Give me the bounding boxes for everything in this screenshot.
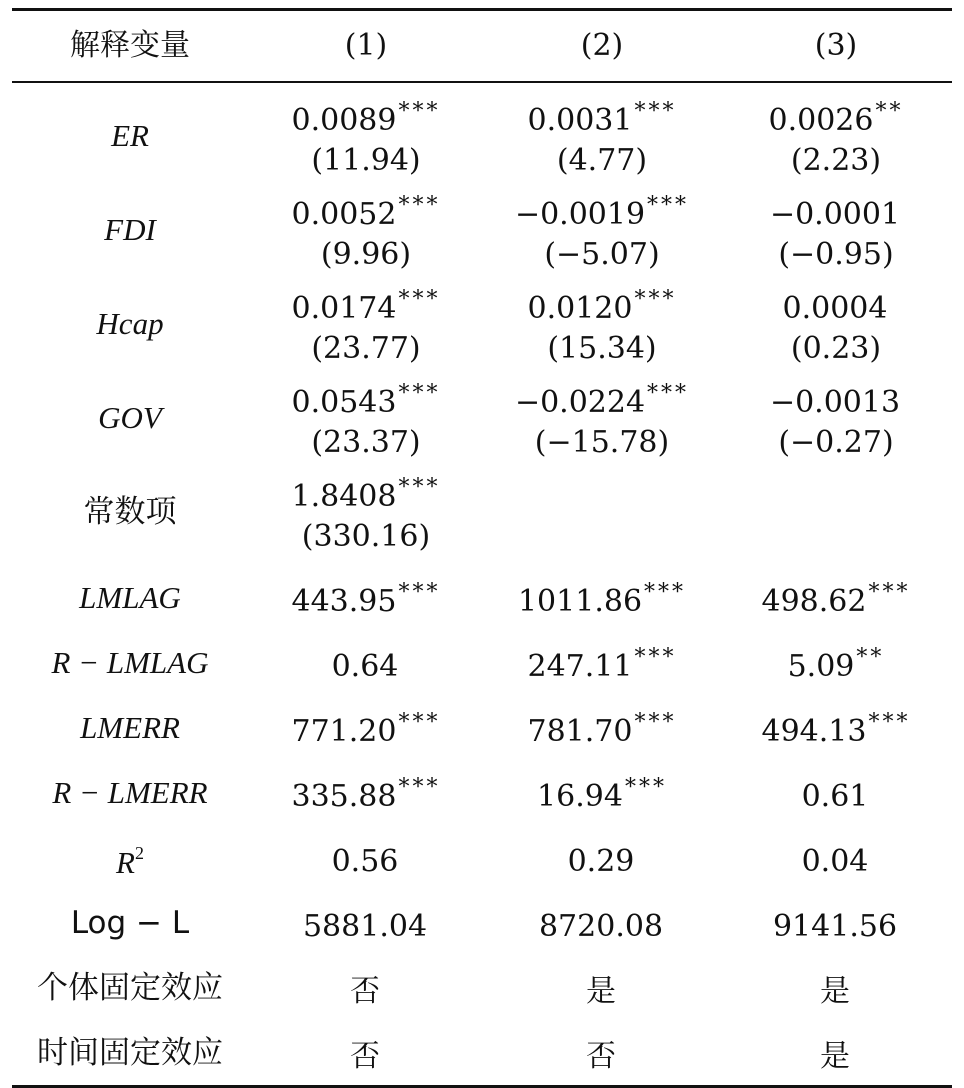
statistic-label-text: LMERR — [80, 709, 180, 745]
statistic-label — [12, 559, 248, 630]
significance-stars: *** — [634, 645, 677, 670]
cell-c3 — [720, 465, 952, 559]
coefficient-row — [12, 277, 952, 371]
significance-stars: *** — [634, 98, 677, 124]
coefficient-value — [720, 374, 952, 423]
significance-stars: *** — [398, 286, 441, 312]
cell-c2 — [484, 630, 720, 695]
coefficient-number: 0.0004 — [782, 290, 888, 326]
results-table — [12, 11, 952, 81]
coefficient-number: 0.0120 — [527, 290, 633, 326]
significance-stars: *** — [398, 775, 441, 800]
coefficient-row — [12, 371, 952, 465]
coefficient-number: 0.0174 — [291, 290, 397, 326]
cell-c3 — [720, 559, 952, 630]
statistic-value: 771.20 — [291, 714, 397, 749]
cell-c2 — [484, 955, 720, 1020]
statistic-value: 0.29 — [567, 844, 635, 879]
cell-c2 — [484, 371, 720, 465]
statistic-value: 443.95 — [291, 584, 397, 619]
statistic-value: 否 — [350, 974, 380, 1009]
statistic-label — [12, 1020, 248, 1085]
t-statistic: (4.77) — [556, 142, 648, 178]
statistic-label-text: Log − L — [70, 904, 190, 941]
coefficient-value — [484, 280, 720, 329]
cell-c3 — [720, 695, 952, 760]
t-statistic: (2.23) — [790, 142, 882, 178]
cell-c1 — [248, 630, 484, 695]
statistic-row — [12, 760, 952, 825]
significance-stars: *** — [398, 192, 441, 218]
header-model-3: (3) — [814, 28, 858, 63]
coefficient-value — [248, 374, 484, 423]
cell-c3 — [720, 630, 952, 695]
statistic-label — [12, 630, 248, 695]
regression-table — [12, 8, 952, 1088]
significance-stars: ** — [875, 98, 904, 124]
significance-stars: *** — [398, 380, 441, 406]
statistic-value: 9141.56 — [772, 909, 898, 944]
statistic-value: 否 — [350, 1039, 380, 1074]
significance-stars: ** — [856, 645, 885, 670]
statistic-value: 247.11 — [527, 649, 633, 684]
cell-c3 — [720, 277, 952, 371]
cell-c2 — [484, 559, 720, 630]
statistic-row — [12, 630, 952, 695]
header-model-1: (1) — [344, 28, 388, 63]
statistic-value: 0.61 — [801, 779, 869, 814]
coefficient-value — [248, 468, 484, 517]
coefficient-value — [484, 186, 720, 235]
cell-c1 — [248, 277, 484, 371]
t-statistic: (−0.27) — [778, 424, 894, 460]
coefficient-number: 0.0026 — [768, 102, 874, 138]
variable-label: ER — [111, 118, 149, 153]
statistic-label-text: R — [116, 844, 135, 880]
cell-c1 — [248, 1020, 484, 1085]
statistic-value: 是 — [586, 974, 616, 1009]
significance-stars: *** — [398, 98, 441, 124]
coefficient-value — [248, 92, 484, 141]
significance-stars: *** — [398, 474, 441, 500]
statistic-value: 498.62 — [761, 584, 867, 619]
coefficient-row — [12, 465, 952, 559]
cell-c1 — [248, 83, 484, 183]
cell-c1 — [248, 825, 484, 890]
coefficient-number: −0.0224 — [514, 384, 646, 420]
coefficient-number: −0.0013 — [769, 384, 901, 420]
cell-c3 — [720, 825, 952, 890]
statistic-label-text: R − LMERR — [52, 774, 208, 810]
statistic-label — [12, 955, 248, 1020]
statistic-value: 5.09 — [787, 649, 855, 684]
coefficient-value — [484, 488, 720, 537]
cell-c2 — [484, 695, 720, 760]
statistic-row — [12, 559, 952, 630]
header-variable: 解释变量 — [70, 28, 190, 63]
coefficient-row — [12, 83, 952, 183]
cell-c2 — [484, 1020, 720, 1085]
coefficient-value — [484, 92, 720, 141]
variable-label: GOV — [98, 400, 162, 435]
cell-c1 — [248, 695, 484, 760]
statistic-value: 8720.08 — [538, 909, 664, 944]
statistic-value: 是 — [820, 1039, 850, 1074]
variable-label: 常数项 — [83, 494, 177, 530]
statistic-label — [12, 695, 248, 760]
t-statistic: (−15.78) — [534, 424, 670, 460]
statistic-row — [12, 890, 952, 955]
header-row — [12, 11, 952, 81]
statistic-value: 5881.04 — [302, 909, 428, 944]
cell-c3 — [720, 371, 952, 465]
cell-c3 — [720, 83, 952, 183]
t-statistic: (−5.07) — [544, 236, 660, 272]
statistic-value: 否 — [586, 1039, 616, 1074]
results-body — [12, 83, 952, 1085]
header-model-2: (2) — [580, 28, 624, 63]
coefficient-number: −0.0001 — [769, 196, 901, 232]
cell-c3 — [720, 183, 952, 277]
statistic-label-text: 个体固定效应 — [37, 969, 223, 1006]
cell-c3 — [720, 1020, 952, 1085]
cell-c1 — [248, 890, 484, 955]
statistic-label — [12, 825, 248, 890]
cell-c1 — [248, 183, 484, 277]
coefficient-number: 1.8408 — [291, 478, 397, 514]
statistic-value: 335.88 — [291, 779, 397, 814]
significance-stars: *** — [647, 380, 690, 406]
statistic-label-text: LMLAG — [79, 579, 181, 615]
cell-c1 — [248, 760, 484, 825]
superscript: 2 — [134, 842, 144, 863]
t-statistic: (23.77) — [311, 330, 421, 366]
statistic-row — [12, 955, 952, 1020]
cell-c1 — [248, 955, 484, 1020]
statistic-value: 是 — [820, 974, 850, 1009]
coefficient-value — [720, 186, 952, 235]
t-statistic: (330.16) — [301, 518, 431, 554]
t-statistic: (15.34) — [547, 330, 657, 366]
significance-stars: *** — [868, 580, 911, 605]
statistic-row — [12, 695, 952, 760]
statistic-label-text: R − LMLAG — [51, 644, 209, 680]
cell-c3 — [720, 760, 952, 825]
variable-label: FDI — [104, 212, 156, 247]
cell-c2 — [484, 83, 720, 183]
coefficient-value — [720, 488, 952, 537]
t-statistic: (9.96) — [320, 236, 412, 272]
cell-c2 — [484, 277, 720, 371]
cell-c1 — [248, 465, 484, 559]
t-statistic: (11.94) — [311, 142, 421, 178]
t-statistic: (23.37) — [311, 424, 421, 460]
significance-stars: *** — [398, 710, 441, 735]
cell-c1 — [248, 371, 484, 465]
statistic-value: 0.56 — [331, 844, 399, 879]
statistic-value: 0.64 — [331, 649, 399, 684]
statistic-row — [12, 825, 952, 890]
cell-c2 — [484, 760, 720, 825]
coefficient-number: 0.0031 — [527, 102, 633, 138]
cell-c3 — [720, 890, 952, 955]
coefficient-number: 0.0089 — [291, 102, 397, 138]
significance-stars: *** — [398, 580, 441, 605]
cell-c2 — [484, 890, 720, 955]
cell-c3 — [720, 955, 952, 1020]
coefficient-value — [248, 280, 484, 329]
coefficient-value — [484, 374, 720, 423]
variable-label: Hcap — [96, 306, 164, 341]
cell-c1 — [248, 559, 484, 630]
statistic-row — [12, 1020, 952, 1085]
statistic-value: 494.13 — [761, 714, 867, 749]
statistic-label — [12, 760, 248, 825]
significance-stars: *** — [624, 775, 667, 800]
statistic-value: 1011.86 — [517, 584, 643, 619]
statistic-value: 781.70 — [527, 714, 633, 749]
significance-stars: *** — [634, 710, 677, 735]
cell-c2 — [484, 825, 720, 890]
t-statistic: (0.23) — [790, 330, 882, 366]
coefficient-number: 0.0052 — [291, 196, 397, 232]
statistic-label-text: 时间固定效应 — [37, 1034, 223, 1071]
statistic-value: 16.94 — [537, 779, 623, 814]
cell-c2 — [484, 183, 720, 277]
coefficient-row — [12, 183, 952, 277]
coefficient-value — [720, 280, 952, 329]
coefficient-value — [248, 186, 484, 235]
coefficient-number: −0.0019 — [514, 196, 646, 232]
statistic-label — [12, 890, 248, 955]
significance-stars: *** — [647, 192, 690, 218]
significance-stars: *** — [644, 580, 687, 605]
significance-stars: *** — [634, 286, 677, 312]
statistic-value: 0.04 — [801, 844, 869, 879]
coefficient-number: 0.0543 — [291, 384, 397, 420]
coefficient-value — [720, 92, 952, 141]
cell-c2 — [484, 465, 720, 559]
t-statistic: (−0.95) — [778, 236, 894, 272]
significance-stars: *** — [868, 710, 911, 735]
